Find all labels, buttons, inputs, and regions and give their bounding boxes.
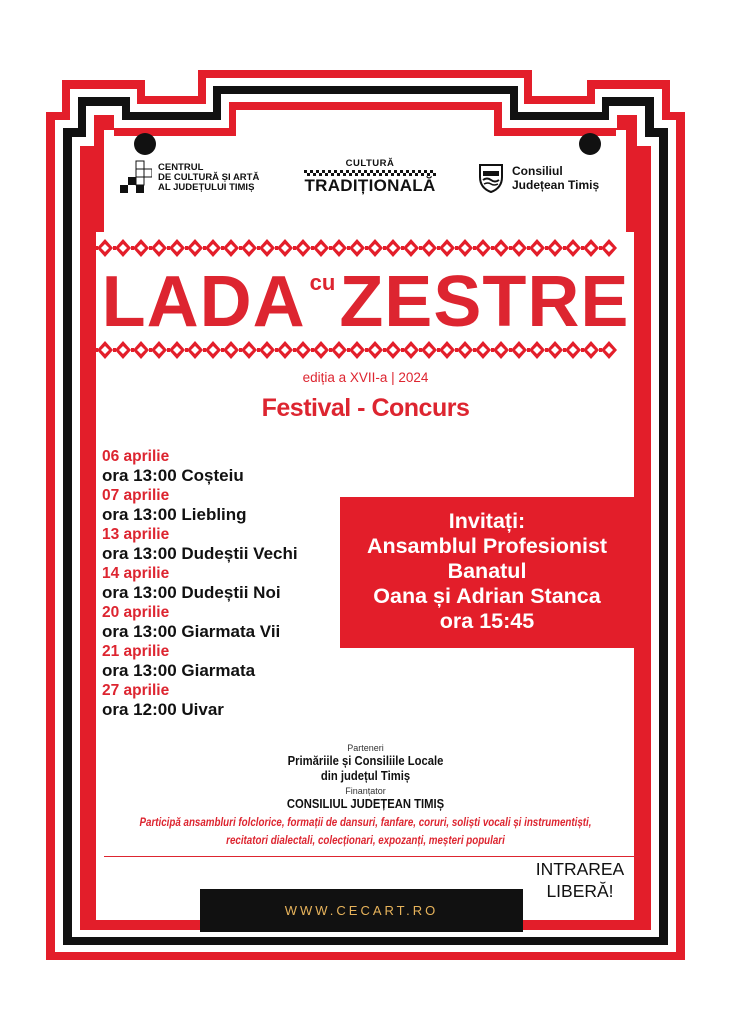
pattern-diamond [439,239,455,257]
pattern-dot [113,348,116,352]
schedule-date: 14 aprilie [102,565,170,582]
pattern-diamond [547,341,563,359]
logo-cecart [120,148,290,208]
pattern-dot [401,246,404,250]
guests-box [340,497,634,648]
pattern-diamond [349,341,365,359]
pattern-diamond [241,341,257,359]
pattern-diamond [601,341,617,359]
partners-line2: din județul Timiș [320,769,411,783]
pattern-diamond [205,341,221,359]
pattern-dot [347,348,350,352]
pattern-diamond [97,239,113,257]
logo-cultura-traditionala [300,148,440,208]
pattern-diamond [529,239,545,257]
pattern-dot [113,246,116,250]
pattern-diamond [421,239,437,257]
logo-traditionala-big: TRADIȚIONALĂ [304,176,436,195]
pattern-dot [599,348,602,352]
pattern-dot [419,246,422,250]
guests-time: ora 15:45 [439,609,535,633]
logo-cecart-line2: DE CULTURĂ ȘI ARTĂ [158,172,260,183]
pattern-diamond [331,341,347,359]
title-lada: LADA [101,262,306,342]
pattern-diamond [547,239,563,257]
title-zestre: ZESTRE [339,262,630,342]
pattern-dot [383,348,386,352]
pattern-dot [167,246,170,250]
pattern-dot [275,246,278,250]
pattern-dot [329,246,332,250]
logo-cecart-line1: CENTRUL [158,162,204,173]
pattern-dot [437,246,440,250]
pattern-dot [455,348,458,352]
pattern-diamond [475,341,491,359]
pattern-dot [581,246,584,250]
pattern-diamond [367,341,383,359]
pattern-diamond [475,239,491,257]
pattern-diamond [565,239,581,257]
pattern-dot [599,246,602,250]
edition-text: ediția a XVII-a | 2024 [302,370,429,385]
title-cu: cu [309,270,336,295]
pattern-dot [347,246,350,250]
pattern-diamond [205,239,221,257]
pattern-dot [96,246,98,250]
pattern-diamond [277,239,293,257]
pattern-diamond [169,239,185,257]
pattern-dot [257,348,260,352]
free-entry-line1: INTRAREA [535,859,625,879]
logo-cultura-small: CULTURĂ [345,158,395,169]
coat-of-arms-icon [478,163,504,193]
logo-consiliul-line1: Consiliul [512,164,563,178]
pattern-dot [293,246,296,250]
logo-consiliul-text [512,164,599,192]
pattern-dot [221,246,224,250]
schedule-time-location: ora 13:00 Giarmata [102,661,256,680]
logo-cecart-text [158,163,259,193]
logo-consiliul-judetean [478,148,628,208]
partners-label: Parteneri [347,743,384,753]
pattern-dot [563,246,566,250]
pattern-dot [257,246,260,250]
schedule-time-location: ora 13:00 Coșteiu [102,466,244,485]
pattern-dot [131,348,134,352]
pattern-dot [149,246,152,250]
pattern-diamond [529,341,545,359]
pattern-diamond [583,341,599,359]
pattern-diamond [223,239,239,257]
divider-line [104,856,640,857]
pattern-diamond [97,341,113,359]
pattern-dot [311,246,314,250]
pattern-dot [239,348,242,352]
guest-artists: Oana și Adrian Stanca [373,584,601,608]
pattern-dot [96,348,98,352]
pattern-diamond [367,239,383,257]
pattern-dot [401,348,404,352]
pattern-dot [455,246,458,250]
pattern-dot [311,348,314,352]
schedule-date: 21 aprilie [102,643,170,660]
pattern-diamond [439,341,455,359]
participants-line2: recitatori dialectali, colecționari, expozanți, meșteri populari [226,835,505,847]
pattern-diamond [151,239,167,257]
pattern-diamond [151,341,167,359]
pattern-diamond [331,239,347,257]
pattern-dot [203,246,206,250]
pattern-diamond [349,239,365,257]
logo-cecart-line3: AL JUDEȚULUI TIMIȘ [158,182,255,193]
schedule-date: 06 aprilie [102,448,170,465]
pattern-dot [563,348,566,352]
schedule-item [102,525,342,564]
pattern-diamond [133,239,149,257]
pattern-dot [131,246,134,250]
funder-label: Finanțator [345,786,386,796]
schedule-item [102,642,342,681]
pattern-diamond [259,239,275,257]
pattern-diamond [241,239,257,257]
pattern-diamond [565,341,581,359]
funder-name: CONSILIUL JUDEȚEAN TIMIȘ [286,797,445,811]
pattern-dot [581,348,584,352]
pattern-dot [239,246,242,250]
schedule-date: 20 aprilie [102,604,170,621]
traditional-pattern-bottom [96,340,632,360]
pattern-dot [509,348,512,352]
schedule-time-location: ora 13:00 Liebling [102,505,247,524]
schedule-time-location: ora 13:00 Dudeștii Noi [102,583,281,602]
pattern-diamond [511,239,527,257]
pattern-dot [221,348,224,352]
schedule-date: 27 aprilie [102,682,170,699]
pattern-diamond [187,239,203,257]
schedule-time-location: ora 12:00 Uivar [102,700,224,719]
pattern-dot [473,246,476,250]
pattern-diamond [583,239,599,257]
pattern-dot [491,246,494,250]
schedule-time-location: ora 13:00 Dudeștii Vechi [102,544,298,563]
pattern-dot [419,348,422,352]
pattern-diamond [259,341,275,359]
pattern-diamond [277,341,293,359]
pattern-dot [545,348,548,352]
pattern-dot [437,348,440,352]
festival-subtitle: Festival - Concurs [261,394,470,422]
website-link[interactable]: WWW.CECART.RO [284,903,439,918]
pattern-diamond [187,341,203,359]
pattern-diamond [133,341,149,359]
guests-heading: Invitați: [448,509,526,533]
pattern-dot [527,348,530,352]
pattern-dot [185,246,188,250]
pattern-diamond [385,341,401,359]
pattern-diamond [403,341,419,359]
pattern-dot [383,246,386,250]
festival-title [60,262,671,342]
schedule-item [102,681,342,720]
pattern-dot [473,348,476,352]
schedule-time-location: ora 13:00 Giarmata Vii [102,622,281,641]
pattern-dot [491,348,494,352]
partners-section [0,743,731,850]
pattern-dot [185,348,188,352]
pattern-diamond [421,341,437,359]
pattern-diamond [295,341,311,359]
pattern-dot [329,348,332,352]
pattern-diamond [493,239,509,257]
schedule-item [102,447,342,486]
checker-logo-icon [120,159,152,197]
pattern-diamond [493,341,509,359]
pattern-diamond [115,341,131,359]
pattern-diamond [169,341,185,359]
pattern-dot [293,348,296,352]
schedule-list [102,447,342,720]
participants-line1: Participă ansambluri folclorice, formații de dansuri, fanfare, coruri, soliști vocali și instrumentiști, [139,817,592,829]
pattern-dot [149,348,152,352]
pattern-dot [365,246,368,250]
pattern-diamond [313,239,329,257]
pattern-diamond [457,239,473,257]
schedule-item [102,603,342,642]
pattern-dot [545,246,548,250]
free-entry-line2: LIBERĂ! [546,881,614,901]
logo-consiliul-line2: Județean Timiș [512,178,600,192]
schedule-item [102,486,342,525]
partners-line1: Primăriile și Consiliile Locale [287,754,444,768]
guest-ensemble: Ansamblul Profesionist [366,534,608,558]
pattern-diamond [115,239,131,257]
schedule-date: 07 aprilie [102,487,170,504]
traditional-pattern-top [96,238,632,258]
pattern-diamond [601,239,617,257]
schedule-date: 13 aprilie [102,526,170,543]
pattern-diamond [223,341,239,359]
pattern-diamond [403,239,419,257]
pattern-dot [509,246,512,250]
pattern-dot [527,246,530,250]
pattern-diamond [295,239,311,257]
pattern-diamond [511,341,527,359]
guest-ensemble-name: Banatul [447,559,527,583]
pattern-diamond [457,341,473,359]
schedule-item [102,564,342,603]
pattern-dot [167,348,170,352]
pattern-dot [365,348,368,352]
free-entry-notice [522,858,638,902]
pattern-dot [203,348,206,352]
pattern-diamond [313,341,329,359]
pattern-dot [275,348,278,352]
pattern-diamond [385,239,401,257]
